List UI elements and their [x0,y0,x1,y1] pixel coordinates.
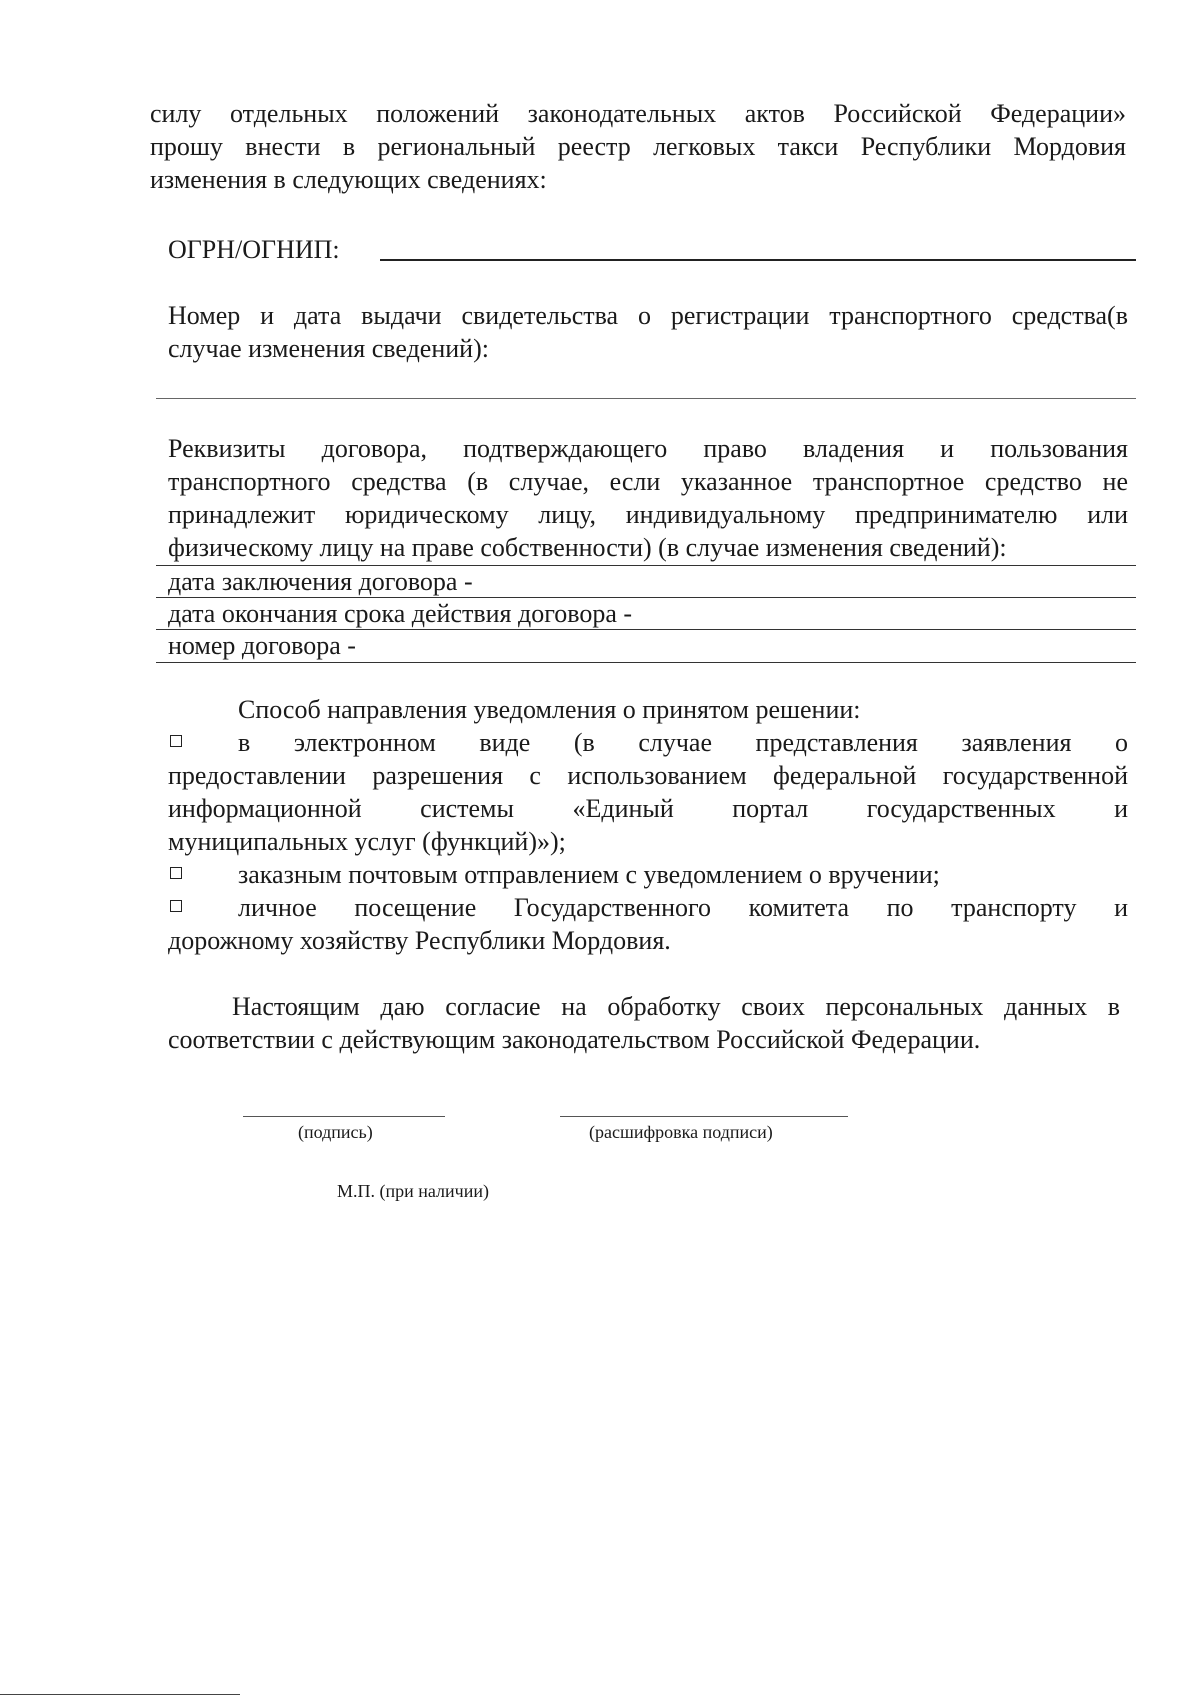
intro-line-2: прошу внести в региональный реестр легковых такси Республики Мордовия [150,132,1126,161]
ogrn-label: ОГРН/ОГНИП: [168,235,340,264]
contract-number-label: номер договора - [168,631,356,660]
footnote-separator [0,1694,240,1695]
notification-heading: Способ направления уведомления о принятом решении: [238,695,861,724]
checkbox-visit-icon[interactable] [170,900,182,912]
signature-decode-line[interactable] [560,1116,848,1117]
contract-line-1: Реквизиты договора, подтверждающего право владения и пользования [168,434,1128,463]
registration-line-2: случае изменения сведений): [168,334,489,363]
contract-number-line[interactable] [156,662,1136,663]
notification-option-3-line-2: дорожному хозяйству Республики Мордовия. [168,926,671,955]
checkbox-mail-icon[interactable] [170,867,182,879]
intro-line-1: силу отдельных положений законодательных актов Российской Федерации» [150,99,1126,128]
checkbox-electronic-icon[interactable] [170,735,182,747]
registration-line-1: Номер и дата выдачи свидетельства о регистрации транспортного средства(в [168,301,1128,330]
consent-line-1: Настоящим даю согласие на обработку своих персональных данных в [232,992,1120,1021]
notification-option-3-line-1: личное посещение Государственного комитета по транспорту и [238,893,1128,922]
stamp-label: М.П. (при наличии) [337,1181,489,1201]
registration-input-line[interactable] [156,398,1136,399]
notification-option-1-line-4: муниципальных услуг (функций)»); [168,827,566,856]
notification-option-1-line-2: предоставлении разрешения с использованием федеральной государственной [168,761,1128,790]
contract-date-end-label: дата окончания срока действия договора - [168,599,633,628]
notification-option-1-line-1: в электронном виде (в случае представления заявления о [238,728,1128,757]
notification-option-1-line-3: информационной системы «Единый портал государственных и [168,794,1128,823]
signature-line[interactable] [243,1116,445,1117]
notification-option-2: заказным почтовым отправлением с уведомлением о вручении; [238,860,940,889]
contract-line-2: транспортного средства (в случае, если указанное транспортное средство не [168,467,1128,496]
intro-line-3: изменения в следующих сведениях: [150,165,547,194]
signature-label: (подпись) [298,1122,373,1142]
contract-date-start-label: дата заключения договора - [168,567,473,596]
signature-decode-label: (расшифровка подписи) [589,1122,773,1142]
contract-line-3: принадлежит юридическому лицу, индивидуальному предпринимателю или [168,500,1128,529]
ogrn-input-line[interactable] [380,259,1136,261]
consent-line-2: соответствии с действующим законодательством Российской Федерации. [168,1025,981,1054]
contract-line-4: физическому лицу на праве собственности) (в случае изменения сведений): [168,533,1007,562]
